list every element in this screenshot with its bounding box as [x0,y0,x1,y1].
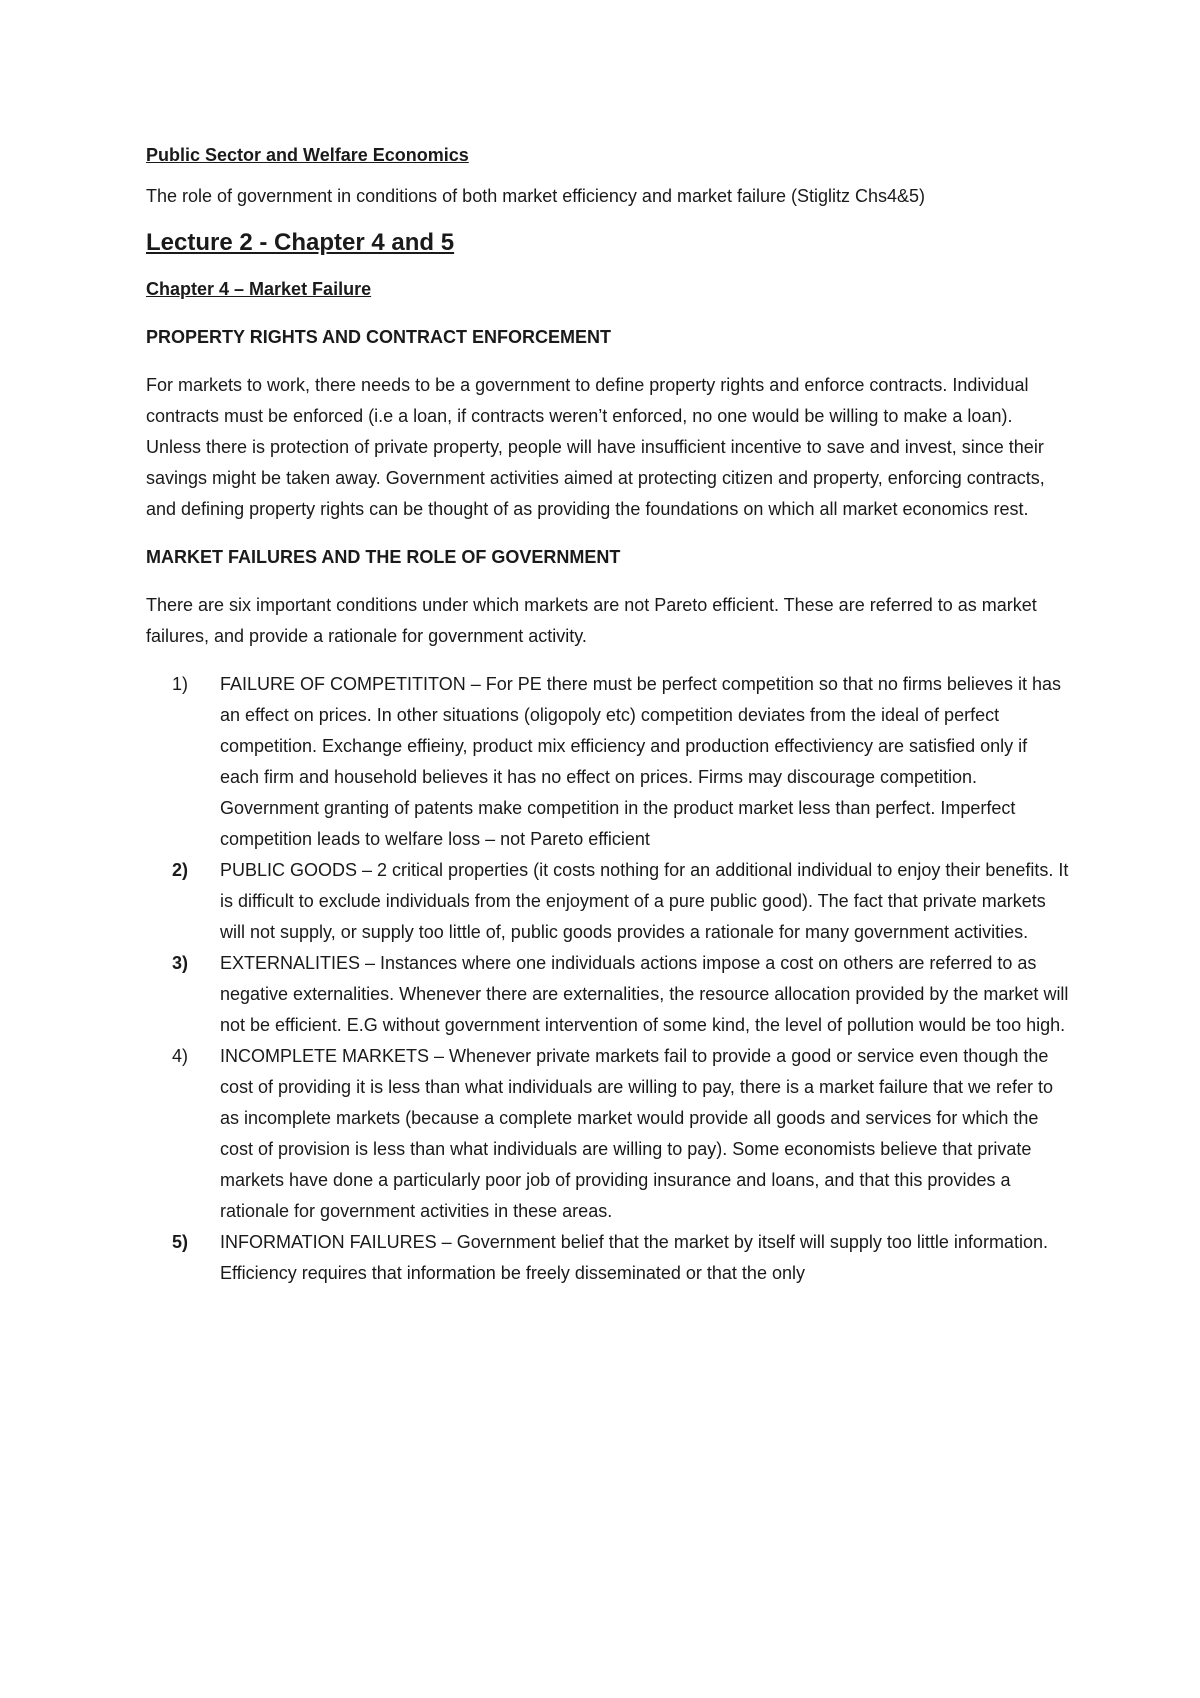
list-item-number: 4) [172,1046,189,1066]
list-item [146,1041,1071,1227]
list-item [146,948,1071,1041]
course-title: Public Sector and Welfare Economics [146,145,469,165]
market-failures-paragraph: There are six important conditions under which markets are not Pareto efficient. These are referred to as market failures, and provide a rationale for government activity. [146,595,1037,646]
list-item-text: FAILURE OF COMPETITITON – For PE there must be perfect competition so that no firms believes it has an effect on prices. In other situations (oligopoly etc) competition deviates from the ideal of perfect competition. Exchange effieiny, product mix efficiency and production effectiviency are satisfied only if each firm and household believes it has no effect on prices. Firms may discourage competition. Government granting of patents make competition in the product market less than perfect. Imperfect competition leads to welfare loss – not Pareto efficient [220,674,1061,849]
section-heading-property-rights: PROPERTY RIGHTS AND CONTRACT ENFORCEMENT [146,327,612,347]
list-item-text: PUBLIC GOODS – 2 critical properties (it costs nothing for an additional individual to enjoy their benefits. It is difficult to exclude individuals from the enjoyment of a pure public good). The fact that private markets will not supply, or supply too little of, public goods provides a rationale for many government activities. [220,860,1069,942]
list-item-number: 1) [172,674,189,694]
list-item-number: 5) [172,1232,189,1252]
list-item-text: INCOMPLETE MARKETS – Whenever private markets fail to provide a good or service even though the cost of providing it is less than what individuals are willing to pay, there is a market failure that we refer to as incomplete markets (because a complete market would provide all goods and services for which the cost of provision is less than what individuals are willing to pay). Some economists believe that private markets have done a particularly poor job of providing insurance and loans, and that this provides a rationale for government activities in these areas. [220,1046,1054,1221]
list-item-text: INFORMATION FAILURES – Government belief that the market by itself will supply too little information. Efficiency requires that information be freely disseminated or that the only [220,1232,1048,1283]
market-failures-list [146,669,1071,1289]
property-rights-paragraph: For markets to work, there needs to be a government to define property rights and enforce contracts. Individual contracts must be enforced (i.e a loan, if contracts weren’t enforced, no one would be willing to make a loan). Unless there is protection of private property, people will have insufficient incentive to save and invest, since their savings might be taken away. Government activities aimed at protecting citizen and property, enforcing contracts, and defining property rights can be thought of as providing the foundations on which all market economics rest. [146,375,1045,519]
document-page [146,140,1071,1289]
list-item-number: 2) [172,860,189,880]
lecture-title: Lecture 2 - Chapter 4 and 5 [146,229,455,256]
list-item [146,669,1071,855]
course-subtitle: The role of government in conditions of both market efficiency and market failure (Stiglitz Chs4&5) [146,186,926,206]
list-item-number: 3) [172,953,189,973]
list-item-text: EXTERNALITIES – Instances where one individuals actions impose a cost on others are referred to as negative externalities. Whenever there are externalities, the resource allocation provided by the market will not be efficient. E.G without government intervention of some kind, the level of pollution would be too high. [220,953,1069,1035]
list-item [146,855,1071,948]
list-item [146,1227,1071,1289]
section-heading-market-failures: MARKET FAILURES AND THE ROLE OF GOVERNMENT [146,547,621,567]
chapter-title: Chapter 4 – Market Failure [146,279,372,299]
